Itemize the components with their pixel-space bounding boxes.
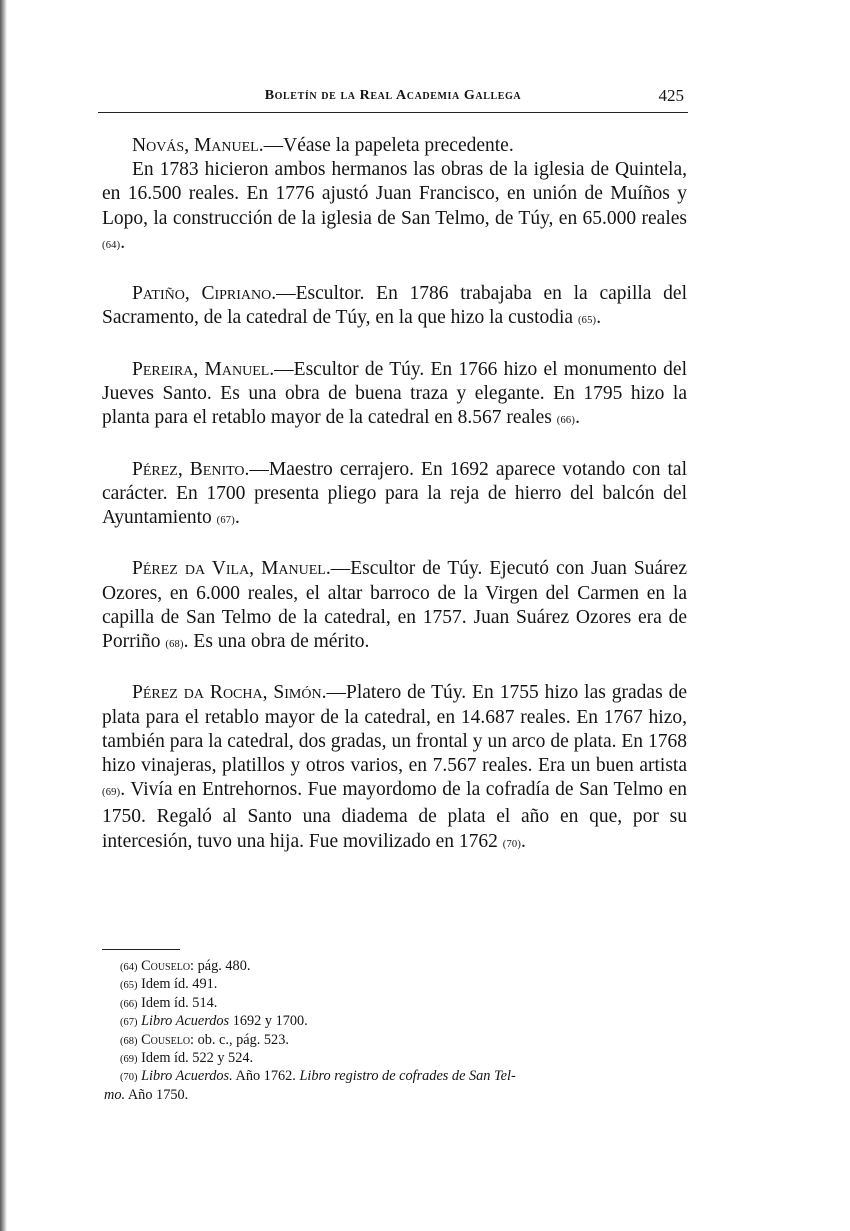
entry-text: En 1783 hicieron ambos hermanos las obras de la iglesia de Quintela, en 16.500 reales. En 1776 ajustó Juan Francisco, en unión de Muíños y Lopo, la construcción de la iglesia de San Telmo, de Túy, en 65.000 reales: [102, 159, 687, 229]
footnote-title: Libro Acuerdos.: [141, 1068, 233, 1085]
footnote-title: Libro Acuerdos: [141, 1013, 230, 1030]
entry-text: —Escultor. En 1786 trabajaba en la capilla del Sacramento, de la catedral de Túy, en la que hizo la custodia: [102, 283, 687, 329]
footnote-text: Idem íd. 491.: [141, 976, 218, 993]
running-head: Boletín de la Real Academia Gallega: [264, 88, 522, 103]
footnote: [104, 1032, 694, 1050]
footnote-text: ob. c., pág. 523.: [194, 1031, 289, 1048]
entry-text: —Escultor de Túy. En 1766 hizo el monumento del Jueves Santo. Es una obra de buena traza y elegante. En 1795 hizo la planta para el retablo mayor de la catedral en 8.567 reales: [102, 358, 687, 429]
entry-name: Novás, Manuel.: [132, 135, 264, 156]
scan-edge: [0, 0, 7, 1231]
entry-name: Pérez, Benito.: [132, 458, 250, 480]
page-header: [98, 86, 688, 110]
entry-text: —Platero de Túy. En 1755 hizo las gradas de plata para el retablo mayor de la catedral, en 14.687 reales. En 1767 hizo, también para la catedral, dos gradas, un frontal y un arco de plata. En 1768 hizo vinajeras, platillos y otros varios, en 7.567 reales. Era un buen artista: [102, 682, 687, 776]
entry-patino: [102, 282, 687, 333]
entry-name: Patiño, Cipriano.: [132, 283, 277, 305]
footnote-ref: (68): [165, 639, 184, 650]
entry-text: —Escultor de Túy. Ejecutó con Juan Suárez Ozores, en 6.000 reales, el altar barroco de la Virgen del Carmen en la capilla de San Telmo de la catedral, en 1757. Juan Suárez Ozores era de Porriño: [102, 558, 687, 652]
page-number: 425: [658, 86, 684, 105]
entry-text-after: .: [120, 231, 126, 253]
entry-text-after: .: [521, 830, 526, 852]
footnote-mark: (68): [120, 1035, 138, 1047]
header-rule: [98, 112, 688, 113]
entry-text-after: .: [234, 507, 240, 528]
footnote-text: Año 1762.: [232, 1068, 300, 1085]
footnote: [104, 958, 694, 976]
footnote-mark: (69): [120, 1054, 138, 1066]
footnote-mark: (67): [120, 1017, 138, 1029]
footnote: [104, 1050, 694, 1068]
entry-text-after: . Es una obra de mérito.: [183, 631, 370, 652]
footnote-continuation: [104, 1087, 694, 1103]
footnote: [104, 995, 694, 1013]
entry-text-after: . Vivía en Entrehornos. Fue mayordomo de la cofradía de San Telmo en 1750. Regaló al Santo una diadema de plata el año en que, por su intercesión, tuvo una hija. Fue movilizado en 1762: [102, 779, 687, 852]
footnote-ref: (65): [577, 315, 597, 327]
footnote-rule: [102, 949, 180, 950]
footnote-ref: (64): [102, 239, 121, 251]
entry-name: Pérez da Rocha, Simón.: [132, 682, 327, 704]
entry-name: Pereira, Manuel.: [132, 358, 275, 380]
footnote-text: Idem íd. 522 y 524.: [141, 1050, 254, 1067]
footnote-mark: (64): [120, 962, 138, 973]
footnote-text: 1692 y 1700.: [229, 1013, 308, 1030]
entry-perez-da-vila: [102, 557, 687, 657]
entry-pereira: [102, 358, 687, 434]
entry-perez-benito: [102, 458, 687, 534]
entry-text: —Maestro cerrajero. En 1692 aparece votando con tal carácter. En 1700 presenta pliego para la reja de hierro del balcón del Ayuntamiento: [102, 458, 687, 528]
footnote-ref: (69): [102, 787, 121, 799]
entry-novas-continued: [102, 158, 687, 258]
entry-text: —Véase la papeleta precedente.: [263, 135, 514, 156]
footnote-title: Libro registro de cofrades de San Tel-: [299, 1068, 516, 1085]
footnote-mark: (66): [120, 998, 138, 1010]
entry-perez-da-rocha: [102, 681, 687, 856]
footnotes: [104, 958, 694, 1103]
footnote-text: Año 1750.: [125, 1086, 189, 1103]
footnote: [104, 976, 694, 994]
footnote-title: mo.: [104, 1086, 126, 1103]
footnote-author: Couselo:: [141, 958, 195, 974]
footnote-ref: (67): [216, 515, 235, 526]
entry-text-after: .: [575, 407, 580, 429]
footnote-mark: (70): [120, 1072, 138, 1084]
footnote-text: Idem íd. 514.: [141, 994, 218, 1011]
footnote: [104, 1068, 694, 1086]
entry-name: Pérez da Vila, Manuel.: [132, 558, 331, 580]
entry-text-after: .: [596, 307, 602, 329]
entry-novas: [102, 134, 687, 158]
footnote-author: Couselo:: [141, 1031, 195, 1048]
footnote-text: pág. 480.: [194, 958, 251, 974]
footnote-mark: (65): [120, 980, 138, 992]
footnote-ref: (66): [556, 415, 576, 427]
footnote-ref: (70): [502, 838, 522, 850]
body-text: [102, 134, 687, 857]
footnote: [104, 1013, 694, 1031]
